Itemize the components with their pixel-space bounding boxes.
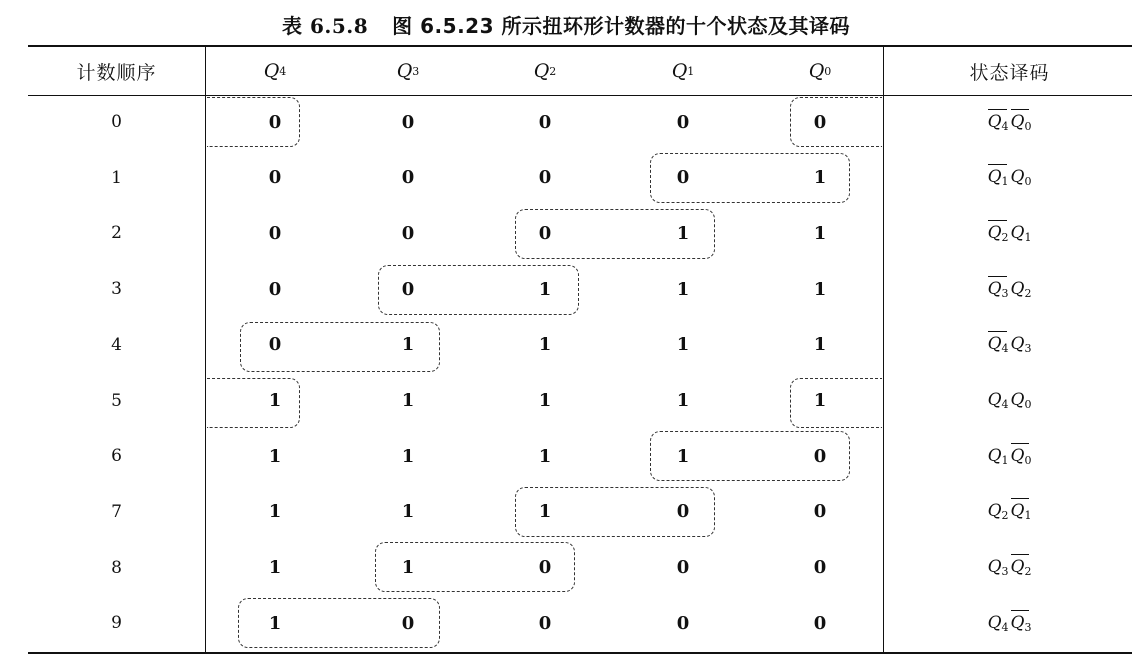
true-term: $Q_0$ [1010,167,1032,189]
bit-q2: 0 [538,557,552,579]
decode-expression [884,317,1132,373]
complement-term: $Q_3$ [987,278,1009,300]
bit-q3: 1 [401,334,415,356]
bit-q1: 1 [676,222,690,244]
true-term: $Q_3$ [1010,334,1032,356]
header-q0: Q 0 [808,60,832,82]
caption-label: 表 [282,14,303,38]
row-order: 2 [111,223,122,244]
bit-q0: 1 [813,167,827,189]
bit-q4: 0 [268,222,282,244]
bit-q4: 1 [268,445,282,467]
column-divider-left [205,46,206,653]
bit-q2: 0 [538,167,552,189]
group-loop [650,431,850,481]
true-term: $Q_2$ [987,501,1009,523]
bit-q2: 0 [538,612,552,634]
decode-expression [884,484,1132,540]
row-order: 3 [111,279,122,300]
bit-q2: 1 [538,390,552,411]
bit-q3: 0 [401,222,415,244]
decode-expression [884,428,1132,484]
true-term: $Q_1$ [987,445,1009,467]
bit-q1: 1 [676,445,690,467]
bit-q4: 1 [268,501,282,523]
bit-q2: 1 [538,445,552,467]
group-loop [650,153,850,203]
bit-q4: 0 [268,167,282,189]
header-q2: Q 2 [533,60,557,82]
decode-expression [884,150,1132,206]
bit-q0: 0 [813,557,827,579]
bit-q0: 1 [813,222,827,244]
row-order: 4 [111,334,122,355]
bit-q1: 0 [676,557,690,579]
decode-expression [884,540,1132,596]
header-q1: Q 1 [671,60,695,82]
bit-q0: 1 [813,390,827,411]
caption-number: 6.5.8 [309,14,369,38]
bit-q1: 1 [676,334,690,356]
group-loop [238,598,440,648]
bit-q4: 0 [268,334,282,356]
decode-expression [884,205,1132,261]
group-loop [790,378,882,428]
bit-q3: 0 [401,111,415,133]
bit-q2: 0 [538,222,552,244]
complement-term: $Q_3$ [1010,612,1032,634]
complement-term: $Q_4$ [987,334,1009,356]
bit-q0: 1 [813,334,827,356]
group-loop [515,487,715,537]
bit-q1: 0 [676,501,690,523]
complement-term: $Q_4$ [987,111,1009,133]
bit-q0: 1 [813,278,827,300]
complement-term: $Q_1$ [987,167,1009,189]
bit-q1: 0 [676,111,690,133]
row-order: 5 [111,390,122,411]
bit-q3: 0 [401,167,415,189]
bit-q0: 0 [813,445,827,467]
bit-q3: 1 [401,501,415,523]
complement-term: $Q_0$ [1010,111,1032,133]
bit-q4: 1 [268,390,282,411]
row-order: 6 [111,446,122,467]
bit-q1: 1 [676,390,690,411]
bit-q3: 1 [401,390,415,411]
complement-term: $Q_0$ [1010,445,1032,467]
header-decode: 状态译码 [969,61,1050,84]
bit-q4: 0 [268,111,282,133]
bit-q2: 1 [538,501,552,523]
bit-q0: 0 [813,612,827,634]
caption-text: 图 6.5.23 所示扭环形计数器的十个状态及其译码 [392,14,850,38]
true-term: $Q_0$ [1010,390,1032,411]
table-caption [0,10,1132,39]
table-bottom-rule [28,652,1132,654]
bit-q2: 1 [538,334,552,356]
group-loop [515,209,715,259]
complement-term: $Q_2$ [1010,557,1032,579]
bit-q4: 1 [268,612,282,634]
header-q3: Q 3 [396,60,420,82]
bit-q2: 0 [538,111,552,133]
complement-term: $Q_1$ [1010,501,1032,523]
bit-q1: 0 [676,167,690,189]
bit-q3: 0 [401,278,415,300]
row-order: 9 [111,613,122,634]
complement-term: $Q_2$ [987,222,1009,244]
true-term: $Q_4$ [987,390,1009,411]
group-loop [207,378,300,428]
true-term: $Q_1$ [1010,222,1032,244]
decode-expression [884,94,1132,150]
true-term: $Q_2$ [1010,278,1032,300]
header-order: 计数顺序 [76,61,157,84]
bit-q3: 1 [401,557,415,579]
bit-q1: 0 [676,612,690,634]
decode-expression [884,373,1132,429]
row-order: 8 [111,557,122,578]
group-loop [378,265,579,315]
true-term: $Q_4$ [987,612,1009,634]
group-loop [240,322,440,372]
header-q4: Q 4 [263,60,287,82]
bit-q3: 1 [401,445,415,467]
bit-q1: 1 [676,278,690,300]
bit-q3: 0 [401,612,415,634]
group-loop [207,97,300,147]
bit-q0: 0 [813,111,827,133]
bit-q2: 1 [538,278,552,300]
row-order: 0 [111,112,122,132]
decode-expression [884,595,1132,651]
row-order: 7 [111,501,122,522]
group-loop [375,542,575,592]
bit-q4: 1 [268,557,282,579]
group-loop [790,97,882,147]
row-order: 1 [111,167,122,188]
bit-q0: 0 [813,501,827,523]
true-term: $Q_3$ [987,557,1009,579]
decode-expression [884,261,1132,317]
bit-q4: 0 [268,278,282,300]
